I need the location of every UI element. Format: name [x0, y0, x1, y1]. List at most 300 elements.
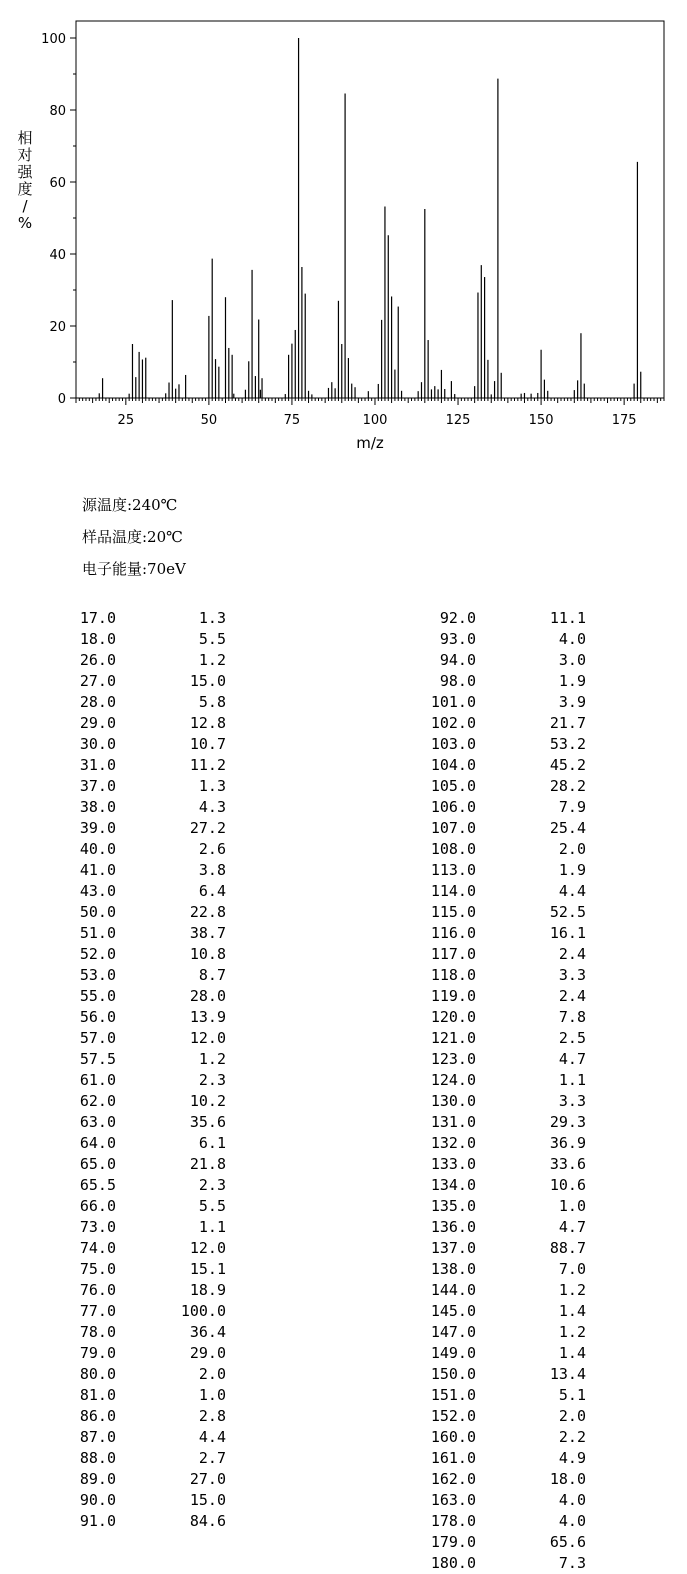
intensity-value: 36.4	[189, 1323, 226, 1341]
table-row	[330, 671, 590, 692]
table-row	[330, 1490, 590, 1511]
table-row	[330, 923, 590, 944]
y-tick-label: 0	[57, 392, 66, 407]
table-row	[330, 944, 590, 965]
mz-value: 81.0	[79, 1386, 116, 1404]
intensity-value: 4.7	[558, 1218, 586, 1236]
mz-value: 137.0	[430, 1239, 476, 1257]
mz-value: 94.0	[439, 651, 476, 669]
intensity-value: 1.2	[558, 1281, 586, 1299]
table-row	[330, 1532, 590, 1553]
intensity-value: 25.4	[549, 819, 586, 837]
mz-value: 107.0	[430, 819, 476, 837]
mz-value: 89.0	[79, 1470, 116, 1488]
mz-value: 27.0	[79, 672, 116, 690]
intensity-value: 4.0	[558, 1512, 586, 1530]
y-axis-label-char: /	[22, 197, 28, 215]
y-tick-label: 60	[49, 176, 66, 191]
intensity-value: 3.3	[558, 1092, 586, 1110]
intensity-value: 45.2	[549, 756, 586, 774]
peak-table-right	[330, 608, 590, 1574]
table-row	[0, 1175, 240, 1196]
table-row	[330, 818, 590, 839]
mz-value: 88.0	[79, 1449, 116, 1467]
table-row	[330, 1217, 590, 1238]
intensity-value: 2.0	[198, 1365, 226, 1383]
table-row	[330, 776, 590, 797]
table-row	[0, 797, 240, 818]
mz-value: 103.0	[430, 735, 476, 753]
mz-value: 132.0	[430, 1134, 476, 1152]
mz-value: 149.0	[430, 1344, 476, 1362]
mz-value: 78.0	[79, 1323, 116, 1341]
intensity-value: 5.8	[198, 693, 226, 711]
table-row	[330, 608, 590, 629]
intensity-value: 2.8	[198, 1407, 226, 1425]
table-row	[330, 1469, 590, 1490]
intensity-value: 12.0	[189, 1029, 226, 1047]
intensity-value: 2.3	[198, 1071, 226, 1089]
y-tick-label: 40	[49, 248, 66, 263]
mz-value: 120.0	[430, 1008, 476, 1026]
mz-value: 29.0	[79, 714, 116, 732]
mz-value: 147.0	[430, 1323, 476, 1341]
y-axis-label	[14, 130, 36, 232]
mz-value: 116.0	[430, 924, 476, 942]
intensity-value: 16.1	[549, 924, 586, 942]
table-row	[0, 629, 240, 650]
mz-value: 86.0	[79, 1407, 116, 1425]
table-row	[330, 692, 590, 713]
table-row	[0, 650, 240, 671]
mz-value: 57.5	[79, 1050, 116, 1068]
mz-value: 77.0	[79, 1302, 116, 1320]
mz-value: 93.0	[439, 630, 476, 648]
mz-value: 31.0	[79, 756, 116, 774]
intensity-value: 84.6	[189, 1512, 226, 1530]
table-row	[330, 797, 590, 818]
intensity-value: 10.8	[189, 945, 226, 963]
table-row	[0, 608, 240, 629]
intensity-value: 1.3	[198, 777, 226, 795]
mz-value: 41.0	[79, 861, 116, 879]
mz-value: 119.0	[430, 987, 476, 1005]
table-row	[330, 650, 590, 671]
mz-value: 53.0	[79, 966, 116, 984]
table-row	[330, 1259, 590, 1280]
table-row	[0, 923, 240, 944]
table-row	[330, 902, 590, 923]
plot-frame	[76, 21, 664, 398]
intensity-value: 8.7	[198, 966, 226, 984]
table-row	[0, 692, 240, 713]
instrument-conditions	[82, 493, 186, 589]
intensity-value: 18.9	[189, 1281, 226, 1299]
table-row	[0, 713, 240, 734]
table-row	[330, 1385, 590, 1406]
intensity-value: 1.2	[558, 1323, 586, 1341]
table-row	[0, 1469, 240, 1490]
mz-value: 80.0	[79, 1365, 116, 1383]
intensity-value: 4.9	[558, 1449, 586, 1467]
x-axis	[76, 398, 664, 428]
mz-value: 61.0	[79, 1071, 116, 1089]
intensity-value: 28.0	[189, 987, 226, 1005]
mz-value: 162.0	[430, 1470, 476, 1488]
mz-value: 76.0	[79, 1281, 116, 1299]
mz-value: 51.0	[79, 924, 116, 942]
intensity-value: 7.8	[558, 1008, 586, 1026]
intensity-value: 21.7	[549, 714, 586, 732]
intensity-value: 2.3	[198, 1176, 226, 1194]
mz-value: 163.0	[430, 1491, 476, 1509]
table-row	[330, 1196, 590, 1217]
mz-value: 66.0	[79, 1197, 116, 1215]
table-row	[0, 1427, 240, 1448]
mz-value: 37.0	[79, 777, 116, 795]
intensity-value: 2.7	[198, 1449, 226, 1467]
mz-value: 56.0	[79, 1008, 116, 1026]
y-tick-label: 80	[49, 104, 66, 119]
table-row	[330, 1343, 590, 1364]
intensity-value: 13.9	[189, 1008, 226, 1026]
mz-value: 28.0	[79, 693, 116, 711]
mz-value: 151.0	[430, 1386, 476, 1404]
mz-value: 121.0	[430, 1029, 476, 1047]
intensity-value: 7.0	[558, 1260, 586, 1278]
table-row	[0, 881, 240, 902]
table-row	[330, 1280, 590, 1301]
mz-value: 74.0	[79, 1239, 116, 1257]
mz-value: 30.0	[79, 735, 116, 753]
table-row	[0, 818, 240, 839]
intensity-value: 1.2	[198, 651, 226, 669]
peak-table-left	[0, 608, 240, 1532]
table-row	[330, 986, 590, 1007]
y-tick-label: 20	[49, 320, 66, 335]
mz-value: 133.0	[430, 1155, 476, 1173]
x-tick-label: 125	[445, 413, 471, 428]
x-tick-label: 100	[362, 413, 388, 428]
table-row	[0, 1301, 240, 1322]
table-row	[0, 1217, 240, 1238]
mz-value: 136.0	[430, 1218, 476, 1236]
intensity-value: 1.0	[558, 1197, 586, 1215]
intensity-value: 10.7	[189, 735, 226, 753]
mz-value: 131.0	[430, 1113, 476, 1131]
intensity-value: 38.7	[189, 924, 226, 942]
intensity-value: 15.0	[189, 672, 226, 690]
table-row	[330, 1406, 590, 1427]
mz-value: 101.0	[430, 693, 476, 711]
table-row	[0, 860, 240, 881]
table-row	[0, 1385, 240, 1406]
intensity-value: 2.5	[558, 1029, 586, 1047]
table-row	[330, 734, 590, 755]
intensity-value: 35.6	[189, 1113, 226, 1131]
source-temperature: 源温度:240℃	[82, 496, 178, 514]
table-row	[330, 1007, 590, 1028]
mz-value: 50.0	[79, 903, 116, 921]
intensity-value: 3.8	[198, 861, 226, 879]
mz-value: 17.0	[79, 609, 116, 627]
intensity-value: 4.7	[558, 1050, 586, 1068]
table-row	[0, 1322, 240, 1343]
intensity-value: 27.0	[189, 1470, 226, 1488]
table-row	[0, 1364, 240, 1385]
table-row	[0, 944, 240, 965]
intensity-value: 1.9	[558, 672, 586, 690]
table-row	[0, 1028, 240, 1049]
intensity-value: 100.0	[180, 1302, 226, 1320]
table-row	[330, 1091, 590, 1112]
intensity-value: 7.9	[558, 798, 586, 816]
table-row	[330, 1553, 590, 1574]
mz-value: 40.0	[79, 840, 116, 858]
intensity-value: 53.2	[549, 735, 586, 753]
mz-value: 118.0	[430, 966, 476, 984]
table-row	[330, 965, 590, 986]
table-row	[0, 965, 240, 986]
intensity-value: 12.0	[189, 1239, 226, 1257]
mass-spectrum-chart	[0, 0, 687, 460]
table-row	[330, 1364, 590, 1385]
intensity-value: 1.2	[198, 1050, 226, 1068]
table-row	[330, 1070, 590, 1091]
intensity-value: 15.1	[189, 1260, 226, 1278]
mz-value: 26.0	[79, 651, 116, 669]
intensity-value: 36.9	[549, 1134, 586, 1152]
mz-value: 57.0	[79, 1029, 116, 1047]
intensity-value: 11.2	[189, 756, 226, 774]
intensity-value: 29.0	[189, 1344, 226, 1362]
mz-value: 117.0	[430, 945, 476, 963]
table-row	[0, 755, 240, 776]
intensity-value: 4.3	[198, 798, 226, 816]
intensity-value: 65.6	[549, 1533, 586, 1551]
intensity-value: 1.9	[558, 861, 586, 879]
intensity-value: 1.1	[558, 1071, 586, 1089]
table-row	[330, 860, 590, 881]
intensity-value: 29.3	[549, 1113, 586, 1131]
mz-value: 102.0	[430, 714, 476, 732]
x-tick-label: 50	[200, 413, 218, 428]
intensity-value: 27.2	[189, 819, 226, 837]
table-row	[330, 1133, 590, 1154]
y-axis	[41, 32, 76, 407]
mz-value: 130.0	[430, 1092, 476, 1110]
table-row	[0, 1259, 240, 1280]
mz-value: 178.0	[430, 1512, 476, 1530]
intensity-value: 7.3	[558, 1554, 586, 1572]
intensity-value: 2.6	[198, 840, 226, 858]
table-row	[0, 1511, 240, 1532]
table-row	[330, 755, 590, 776]
table-row	[330, 1427, 590, 1448]
mz-value: 124.0	[430, 1071, 476, 1089]
table-row	[330, 1112, 590, 1133]
intensity-value: 4.0	[558, 630, 586, 648]
table-row	[0, 1070, 240, 1091]
mz-value: 79.0	[79, 1344, 116, 1362]
intensity-value: 1.3	[198, 609, 226, 627]
intensity-value: 1.4	[558, 1344, 586, 1362]
table-row	[330, 1028, 590, 1049]
mz-value: 105.0	[430, 777, 476, 795]
mz-value: 75.0	[79, 1260, 116, 1278]
y-axis-label-char: %	[17, 214, 33, 232]
intensity-value: 28.2	[549, 777, 586, 795]
table-row	[330, 1154, 590, 1175]
table-row	[0, 1091, 240, 1112]
mz-value: 134.0	[430, 1176, 476, 1194]
intensity-value: 3.0	[558, 651, 586, 669]
y-axis-label-char: 相	[17, 129, 33, 147]
intensity-value: 13.4	[549, 1365, 586, 1383]
intensity-value: 4.4	[198, 1428, 226, 1446]
intensity-value: 11.1	[549, 609, 586, 627]
x-axis-label: m/z	[356, 434, 384, 452]
mz-value: 106.0	[430, 798, 476, 816]
x-tick-label: 175	[611, 413, 637, 428]
intensity-value: 1.4	[558, 1302, 586, 1320]
mz-value: 180.0	[430, 1554, 476, 1572]
y-axis-label-char: 度	[17, 180, 33, 198]
mz-value: 150.0	[430, 1365, 476, 1383]
intensity-value: 5.1	[558, 1386, 586, 1404]
table-row	[0, 1280, 240, 1301]
intensity-value: 6.1	[198, 1134, 226, 1152]
mz-value: 145.0	[430, 1302, 476, 1320]
spectrum-peaks	[99, 38, 640, 398]
table-row	[0, 902, 240, 923]
table-row	[0, 839, 240, 860]
table-row	[0, 1343, 240, 1364]
intensity-value: 10.2	[189, 1092, 226, 1110]
table-row	[0, 1490, 240, 1511]
mz-value: 114.0	[430, 882, 476, 900]
intensity-value: 22.8	[189, 903, 226, 921]
table-row	[330, 1511, 590, 1532]
intensity-value: 3.9	[558, 693, 586, 711]
table-row	[330, 1322, 590, 1343]
intensity-value: 15.0	[189, 1491, 226, 1509]
y-tick-label: 100	[41, 32, 66, 47]
mz-value: 115.0	[430, 903, 476, 921]
table-row	[0, 776, 240, 797]
mz-value: 108.0	[430, 840, 476, 858]
table-row	[0, 1049, 240, 1070]
intensity-value: 5.5	[198, 1197, 226, 1215]
table-row	[0, 1007, 240, 1028]
table-row	[330, 881, 590, 902]
intensity-value: 2.0	[558, 1407, 586, 1425]
x-tick-label: 25	[117, 413, 135, 428]
mz-value: 98.0	[439, 672, 476, 690]
intensity-value: 4.0	[558, 1491, 586, 1509]
intensity-value: 18.0	[549, 1470, 586, 1488]
mz-value: 161.0	[430, 1449, 476, 1467]
mz-value: 52.0	[79, 945, 116, 963]
table-row	[0, 1448, 240, 1469]
intensity-value: 2.2	[558, 1428, 586, 1446]
table-row	[0, 671, 240, 692]
intensity-value: 3.3	[558, 966, 586, 984]
intensity-value: 2.0	[558, 840, 586, 858]
mz-value: 87.0	[79, 1428, 116, 1446]
mz-value: 65.5	[79, 1176, 116, 1194]
mz-value: 55.0	[79, 987, 116, 1005]
mz-value: 104.0	[430, 756, 476, 774]
mz-value: 43.0	[79, 882, 116, 900]
mz-value: 123.0	[430, 1050, 476, 1068]
table-row	[330, 1175, 590, 1196]
table-row	[330, 839, 590, 860]
mz-value: 65.0	[79, 1155, 116, 1173]
mz-value: 113.0	[430, 861, 476, 879]
mz-value: 90.0	[79, 1491, 116, 1509]
mz-value: 62.0	[79, 1092, 116, 1110]
mz-value: 91.0	[79, 1512, 116, 1530]
mz-value: 63.0	[79, 1113, 116, 1131]
table-row	[330, 713, 590, 734]
table-row	[0, 1406, 240, 1427]
electron-energy: 电子能量:70eV	[82, 560, 186, 578]
table-row	[0, 1238, 240, 1259]
mz-value: 39.0	[79, 819, 116, 837]
table-row	[0, 1133, 240, 1154]
intensity-value: 10.6	[549, 1176, 586, 1194]
mz-value: 135.0	[430, 1197, 476, 1215]
table-row	[330, 1049, 590, 1070]
intensity-value: 1.0	[198, 1386, 226, 1404]
mz-value: 144.0	[430, 1281, 476, 1299]
intensity-value: 2.4	[558, 945, 586, 963]
mz-value: 73.0	[79, 1218, 116, 1236]
table-row	[330, 1448, 590, 1469]
mz-value: 38.0	[79, 798, 116, 816]
table-row	[0, 986, 240, 1007]
x-tick-label: 150	[528, 413, 554, 428]
x-tick-label: 75	[283, 413, 301, 428]
mz-value: 138.0	[430, 1260, 476, 1278]
table-row	[0, 1196, 240, 1217]
table-row	[330, 629, 590, 650]
intensity-value: 52.5	[549, 903, 586, 921]
intensity-value: 1.1	[198, 1218, 226, 1236]
mz-value: 179.0	[430, 1533, 476, 1551]
table-row	[0, 734, 240, 755]
y-axis-label-char: 对	[17, 146, 33, 164]
table-row	[330, 1238, 590, 1259]
table-row	[0, 1154, 240, 1175]
intensity-value: 21.8	[189, 1155, 226, 1173]
mz-value: 160.0	[430, 1428, 476, 1446]
intensity-value: 5.5	[198, 630, 226, 648]
mz-value: 92.0	[439, 609, 476, 627]
table-row	[330, 1301, 590, 1322]
intensity-value: 2.4	[558, 987, 586, 1005]
mz-value: 18.0	[79, 630, 116, 648]
intensity-value: 33.6	[549, 1155, 586, 1173]
intensity-value: 6.4	[198, 882, 226, 900]
sample-temperature: 样品温度:20℃	[82, 528, 183, 546]
mz-value: 152.0	[430, 1407, 476, 1425]
mz-value: 64.0	[79, 1134, 116, 1152]
intensity-value: 4.4	[558, 882, 586, 900]
intensity-value: 12.8	[189, 714, 226, 732]
y-axis-label-char: 强	[17, 163, 33, 181]
